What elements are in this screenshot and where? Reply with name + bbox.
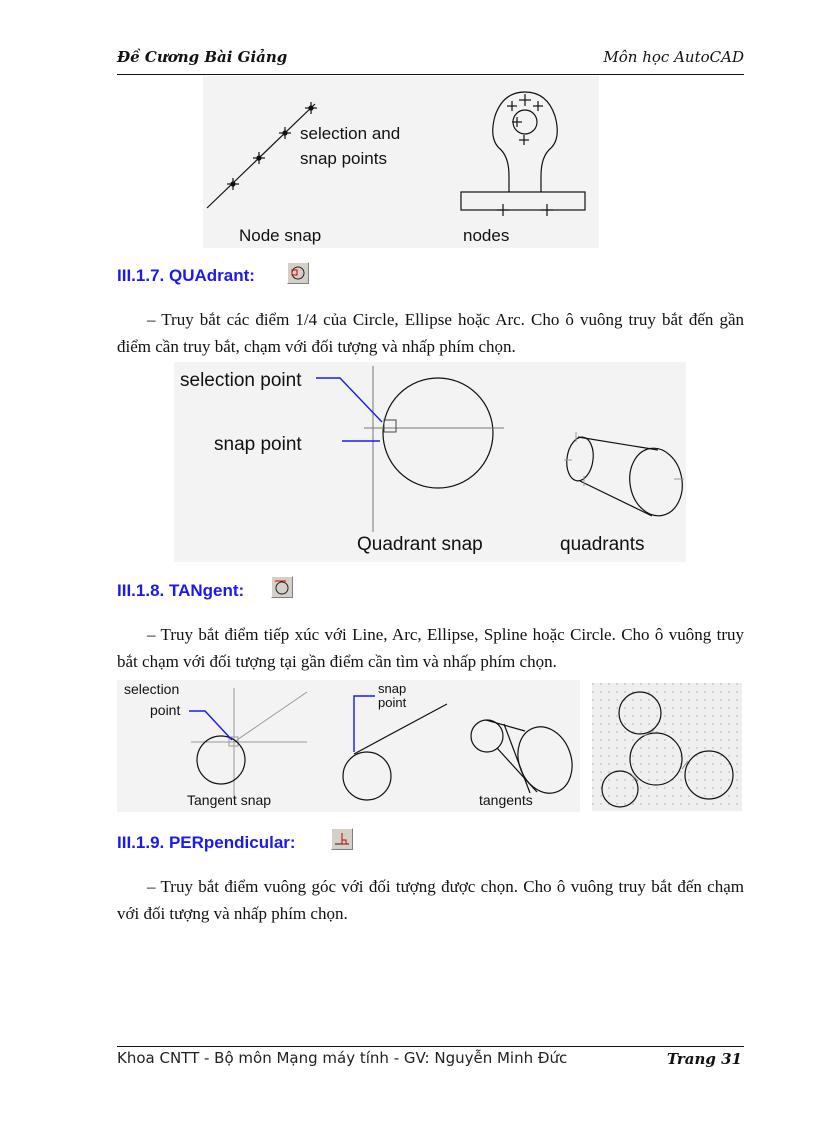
header-divider [117,74,744,75]
node-marker [497,204,509,216]
selection-point-label: point [150,702,181,718]
selection-label: selection [124,681,180,697]
snap-label: snap [378,681,407,696]
tangent-snap-figure [117,680,580,812]
node-marker [519,135,529,145]
node-marker [533,101,543,111]
tangent-snap-icon [271,576,293,598]
tangent-description [117,621,744,675]
tangents-caption: tangents [479,792,533,808]
node-marker [541,204,553,216]
perpendicular-description [117,873,744,927]
quadrant-description [117,306,744,360]
snap-point-label: point [378,695,407,710]
footer-department: Khoa CNTT - Bộ môn Mạng máy tính - GV: Nguyễn Minh Đức [117,1049,568,1067]
tangent-snap-caption: Tangent snap [187,792,272,808]
header-subject: Môn học AutoCAD [603,48,744,66]
tangent-description-text: – Truy bắt điểm tiếp xúc với Line, Arc, Ellipse, Spline hoặc Circle. Cho ô vuông truy bắt chạm với đối tượng tại gần điểm cần tìm và nhấp phím chọn. [117,625,744,671]
page-number: Trang 31 [666,1050,742,1068]
quadrant-snap-figure [174,362,686,562]
node-marker [227,178,239,190]
header-course-title: Đề Cương Bài Giảng [117,48,288,66]
selection-point-label: selection point [180,370,302,391]
nodes-caption: nodes [463,226,510,245]
quadrant-description-text: – Truy bắt các điểm 1/4 của Circle, Ellipse hoặc Arc. Cho ô vuông truy bắt đến gần điểm cần truy bắt, chạm với đối tượng và nhấp phím chọn. [117,310,744,356]
quadrant-snap-caption: Quadrant snap [357,534,483,555]
node-snap-figure [203,76,599,248]
snap-point-label: snap point [214,434,302,455]
selection-snap-label-line2: snap points [300,149,387,168]
node-marker [519,94,531,106]
quadrant-snap-icon [287,262,309,284]
quadrant-heading: III.1.7. QUAdrant: [117,266,255,285]
node-snap-caption: Node snap [239,226,322,245]
footer-divider [117,1046,744,1047]
tangent-circles-figure [592,683,742,811]
quadrants-caption: quadrants [560,534,645,555]
perpendicular-description-text: – Truy bắt điểm vuông góc với đối tượng được chọn. Cho ô vuông truy bắt đến chạm với đối tượng và nhấp phím chọn. [117,877,744,923]
perpendicular-heading: III.1.9. PERpendicular: [117,833,296,852]
tangent-heading: III.1.8. TANgent: [117,581,245,600]
perpendicular-snap-icon [331,828,353,850]
selection-snap-label: selection and [300,124,401,143]
node-marker [507,101,517,111]
